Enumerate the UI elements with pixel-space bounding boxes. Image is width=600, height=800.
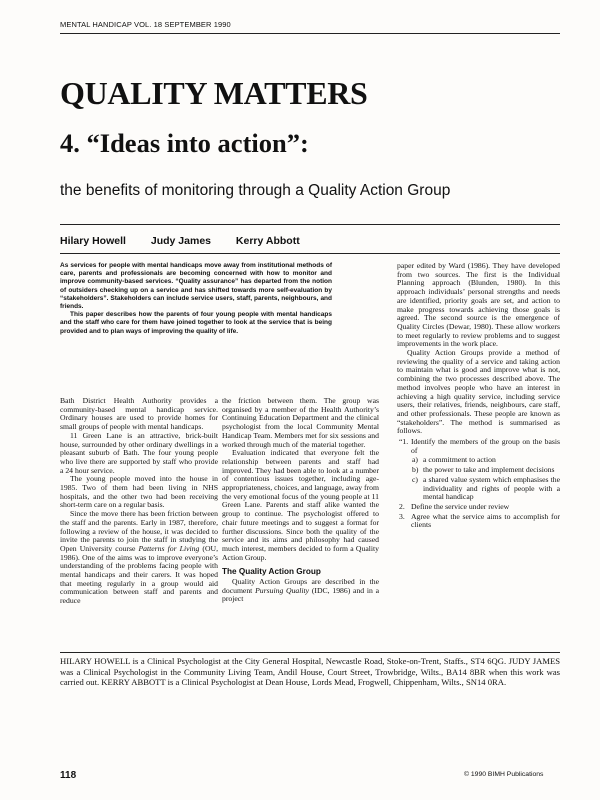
- step-text: Identify the members of the group on the basis of: [411, 437, 560, 455]
- page-number: 118: [60, 770, 77, 781]
- section-heading: The Quality Action Group: [222, 567, 321, 577]
- body-column-1: [60, 397, 218, 606]
- paragraph-text: Quality Action Groups are described in the document: [222, 577, 379, 595]
- top-rule: [60, 33, 560, 34]
- paragraph: The young people moved into the house in 1985. Two of them had been living in NHS hospitals, and the other two had been receiving short-term care on a regular basis.: [60, 474, 218, 510]
- paragraph: Quality Action Groups provide a method of reviewing the quality of a service and taking action to maintain what is good and improve what is not, combining the two processes described above. The method involves people who have an interest in achieving a high quality service, including service users, their relatives, friends, neighbours, care staff, and other professionals. These people are known as “stakeholders”. The method is summarised as follows.: [397, 348, 560, 436]
- paragraph: Bath District Health Authority provides a community-based mental handicap service. Ordinary houses are used to provide homes for small groups of people with mental handicaps.: [60, 396, 218, 432]
- paragraph: [60, 510, 218, 606]
- paragraph-text: Since the move there has been friction between the staff and the parents. Early in 1987, therefore, following a review of the house, it was decided to invite the parents to join the staff in studying the Open University course: [60, 509, 218, 553]
- method-steps: [397, 438, 560, 530]
- paragraph: 11 Green Lane is an attractive, brick-built house, surrounded by other ordinary dwellings in a pleasant suburb of Bath. The four young people who live there are supported by staff who provide a 24 hour service.: [60, 430, 218, 475]
- footnote-rule: [60, 652, 560, 653]
- sub-step-item: [412, 465, 560, 475]
- paragraph-text: (OU, 1986). One of the aims was to improve everyone’s understanding of the problems facing people with mental handicaps and their carers. It was hoped that meeting regularly in a group would aid communication between staff and parents and reduce: [60, 543, 218, 606]
- paragraph: [222, 578, 379, 604]
- sub-step-text: a shared value system which emphasises the individuality and rights of people with a mental handicap: [423, 474, 560, 502]
- author-footnote: HILARY HOWELL is a Clinical Psychologist at the City General Hospital, Newcastle Road, Stoke-on-Trent, Staffs., ST4 6QG. JUDY JAMES was a Clinical Psychologist in the Community Living Team, Andil House, Court Street, Trowbridge, Wilts., BA14 8BR when this work was carried out. KERRY ABBOTT is a Clinical Psychologist at Dean House, Lords Mead, Frogwell, Chippenham, Wilts., SN14 0RA.: [60, 656, 560, 687]
- paragraph: the friction between them. The group was organised by a member of the Health Authority’s Continuing Education Department and the clinical psychologist from the local Community Mental Handicap Team. Members met for six sessions and worked through much of the material together.: [222, 396, 379, 449]
- article-title: 4. “Ideas into action”:: [60, 128, 309, 158]
- step-number: 2.: [399, 501, 405, 511]
- sub-step-letter: b): [412, 465, 419, 475]
- sub-step-text: the power to take and implement decisions: [423, 465, 555, 475]
- copyright-notice: © 1990 BIMH Publications: [464, 771, 544, 778]
- article-subtitle: the benefits of monitoring through a Quality Action Group: [60, 182, 451, 199]
- author-name: Hilary Howell: [60, 235, 126, 247]
- body-column-2: [222, 397, 379, 604]
- authors-top-rule: [60, 224, 560, 225]
- sub-step-text: a commitment to action: [423, 455, 496, 465]
- course-title: Patterns for Living: [138, 543, 200, 553]
- paragraph: paper edited by Ward (1986). They have developed from two sources. The first is the Individual Planning approach (Blunden, 1980). In this approach individuals’ personal strengths and needs are identified, priority goals are set, and action to make progress towards achieving those goals is agreed. The second source is the emergence of Quality Circles (Dewar, 1980). These allow workers to meet regularly to review problems and to suggest improvements in the work place.: [397, 261, 560, 349]
- sub-step-item: [412, 474, 560, 502]
- step-text: Define the service under review: [411, 501, 510, 511]
- paragraph-text: (IDC, 1986) and in a project: [222, 585, 380, 604]
- sub-step-item: [412, 455, 560, 465]
- abstract: [60, 262, 332, 336]
- step-number: “1.: [399, 437, 409, 447]
- running-head: MENTAL HANDICAP VOL. 18 SEPTEMBER 1990: [60, 20, 231, 29]
- abstract-paragraph: As services for people with mental handicaps move away from institutional methods of care, parents and professionals are becoming concerned with how to monitor and improve community-based services. “Quality assurance” has departed from the notion of outsiders checking up on a service and has shifted towards more self-evaluation by “stakeholders”. Stakeholders can include service users, staff, parents, neighbours, and friends.: [60, 262, 332, 311]
- document-title: Pursuing Quality: [255, 585, 310, 595]
- step-text: Agree what the service aims to accomplish for clients: [411, 511, 560, 530]
- sub-step-letter: a): [412, 455, 418, 465]
- step-number: 3.: [399, 511, 405, 521]
- author-list: [60, 235, 322, 247]
- step-item: [399, 501, 560, 512]
- abstract-paragraph: This paper describes how the parents of four young people with mental handicaps and the staff who care for them have joined together to look at the service that is being provided and to plan ways of improving the quality of life.: [60, 311, 332, 335]
- author-name: Kerry Abbott: [235, 235, 300, 247]
- sub-steps: [411, 456, 560, 502]
- sub-step-letter: c): [412, 474, 418, 484]
- section-title: QUALITY MATTERS: [60, 75, 368, 111]
- paragraph: Evaluation indicated that everyone felt the relationship between parents and staff had improved. They had been able to look at a number of contentious issues together, including age-appropriateness, choices, and language, away from the very emotional focus of the young people at 11 Green Lane. Parents and staff alike wanted the group to continue. The psychologist offered to chair future meetings and to suggest a format for further discussions. Since both the quality of the service and its aims and philosophy had caused much interest, members decided to form a Quality Action Group.: [222, 448, 379, 562]
- body-column-3: [397, 262, 560, 531]
- author-name: Judy James: [150, 235, 211, 247]
- step-item: [399, 437, 560, 502]
- authors-bottom-rule: [60, 253, 560, 254]
- step-item: [399, 511, 560, 530]
